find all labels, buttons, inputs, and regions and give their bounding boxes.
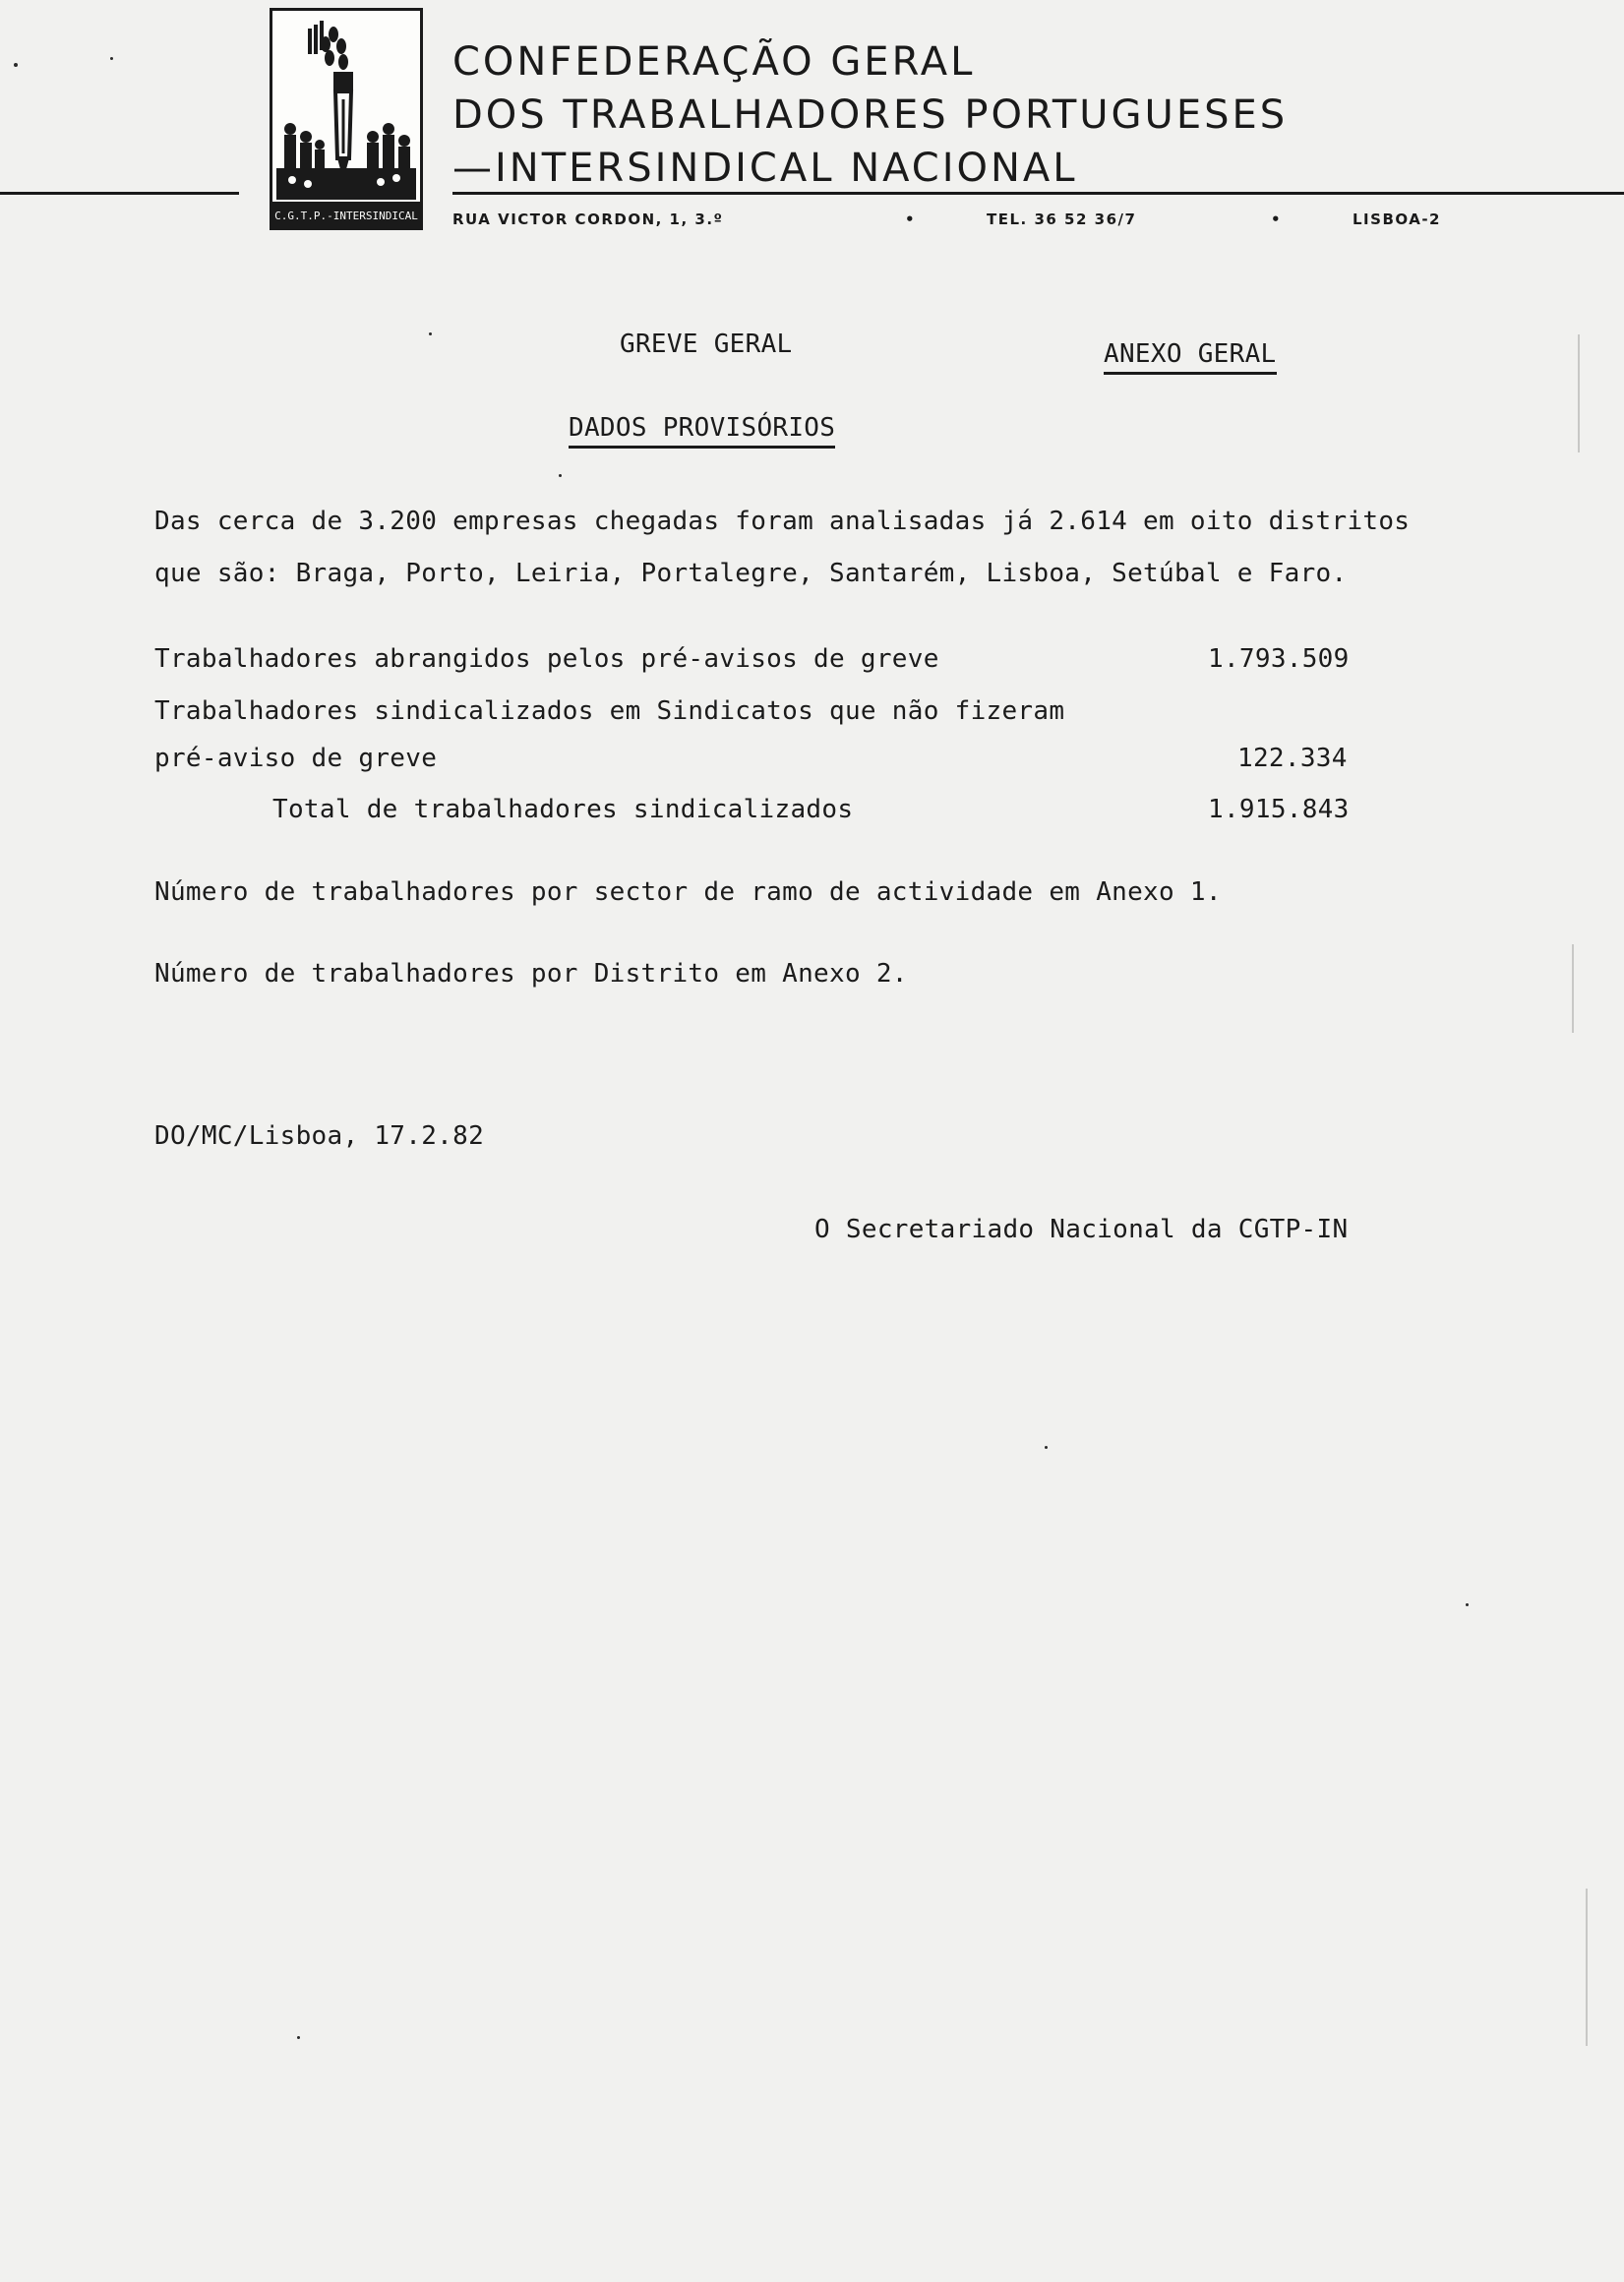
scan-edge-line	[1586, 1889, 1588, 2046]
letterhead-rule-left	[0, 192, 239, 195]
street-address: RUA VICTOR CORDON, 1, 3.º	[452, 210, 724, 228]
cgtp-logo	[270, 8, 423, 230]
heading-dados-provisorios: DADOS PROVISÓRIOS	[569, 413, 835, 449]
figure-label-sindicalizados-line-1: Trabalhadores sindicalizados em Sindicatos que não fizeram	[154, 696, 1065, 726]
scan-edge-line	[1572, 944, 1574, 1033]
signature: O Secretariado Nacional da CGTP-IN	[814, 1215, 1349, 1244]
letterhead-rule-right	[452, 192, 1624, 195]
note-anexo-1: Número de trabalhadores por sector de ramo de actividade em Anexo 1.	[154, 877, 1222, 907]
logo-caption: C.G.T.P.-INTERSINDICAL	[274, 210, 418, 222]
figure-label-abrangidos: Trabalhadores abrangidos pelos pré-avisos de greve	[154, 644, 939, 674]
scan-speck	[297, 2036, 300, 2039]
scan-speck	[110, 57, 113, 60]
heading-anexo-geral: ANEXO GERAL	[1104, 339, 1277, 375]
intro-line-1: Das cerca de 3.200 empresas chegadas foram analisadas já 2.614 em oito distritos	[154, 507, 1411, 536]
bullet-separator: •	[1271, 210, 1283, 228]
intro-line-2: que são: Braga, Porto, Leiria, Portalegre, Santarém, Lisboa, Setúbal e Faro.	[154, 559, 1348, 588]
org-name-line-3: —INTERSINDICAL NACIONAL	[452, 146, 1078, 191]
figure-label-sindicalizados-line-2: pré-aviso de greve	[154, 744, 438, 773]
heading-greve-geral: GREVE GERAL	[620, 330, 793, 359]
note-anexo-2: Número de trabalhadores por Distrito em Anexo 2.	[154, 959, 908, 989]
scan-speck	[14, 63, 18, 67]
city: LISBOA-2	[1353, 210, 1441, 228]
telephone: TEL. 36 52 36/7	[987, 210, 1137, 228]
document-reference: DO/MC/Lisboa, 17.2.82	[154, 1121, 485, 1151]
scan-speck	[559, 474, 562, 477]
scan-edge-line	[1578, 334, 1580, 452]
figure-value-abrangidos: 1.793.509	[1208, 644, 1350, 674]
org-name-line-2: DOS TRABALHADORES PORTUGUESES	[452, 92, 1289, 138]
figure-label-total: Total de trabalhadores sindicalizados	[272, 795, 854, 824]
scan-speck	[429, 332, 432, 335]
hammer-wheat-logo-icon	[272, 11, 420, 227]
figure-value-sindicalizados: 122.334	[1237, 744, 1348, 773]
scan-speck	[1466, 1603, 1469, 1606]
figure-value-total: 1.915.843	[1208, 795, 1350, 824]
bullet-separator: •	[905, 210, 917, 228]
org-name-line-1: CONFEDERAÇÃO GERAL	[452, 39, 976, 85]
scan-speck	[1045, 1446, 1048, 1449]
